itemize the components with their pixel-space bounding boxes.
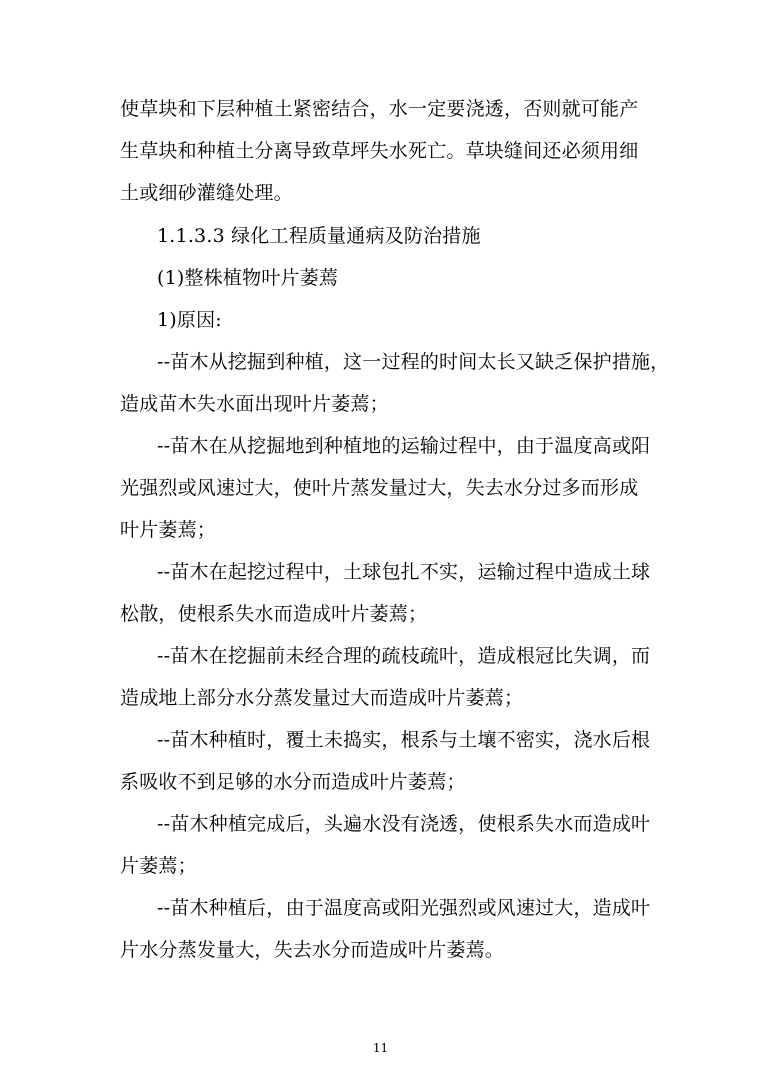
text-line: 造成地上部分水分蒸发量过大而造成叶片萎蔫； <box>120 687 524 709</box>
page-number: 11 <box>372 1041 389 1055</box>
text-line: 片水分蒸发量大，失去水分而造成叶片萎蔫。 <box>120 939 505 961</box>
text-line: 造成苗木失水面出现叶片萎蔫； <box>120 393 389 415</box>
text-line: --苗木在从挖掘地到种植地的运输过程中，由于温度高或阳 <box>157 435 651 457</box>
text-line: 松散，使根系失水而造成叶片萎蔫； <box>120 603 428 625</box>
text-line: --苗木从挖掘到种植，这一过程的时间太长又缺乏保护措施， <box>157 351 670 373</box>
text-line: --苗木在挖掘前未经合理的疏枝疏叶，造成根冠比失调，而 <box>157 645 651 667</box>
text-line: --苗木种植时，覆土未捣实，根系与土壤不密实，浇水后根 <box>157 729 651 751</box>
text-line: 土或细砂灌缝处理。 <box>120 182 293 204</box>
text-line: 使草块和下层种植土紧密结合，水一定要浇透，否则就可能产 <box>120 98 639 120</box>
text-line: --苗木种植后，由于温度高或阳光强烈或风速过大，造成叶 <box>157 897 651 919</box>
section-heading: 1.1.3.3 绿化工程质量通病及防治措施 <box>157 225 481 247</box>
text-line: 生草块和种植土分离导致草坪失水死亡。草块缝间还必须用细 <box>120 140 639 162</box>
text-line: 系吸收不到足够的水分而造成叶片萎蔫； <box>120 771 466 793</box>
list-heading: 1)原因: <box>157 309 222 331</box>
subsection-heading: (1)整株植物叶片萎蔫 <box>157 267 339 289</box>
text-line: --苗木在起挖过程中，土球包扎不实，运输过程中造成土球 <box>157 561 651 583</box>
text-line: 光强烈或风速过大，使叶片蒸发量过大，失去水分过多而形成 <box>120 477 639 499</box>
text-line: 片萎蔫； <box>120 855 197 877</box>
text-line: --苗木种植完成后，头遍水没有浇透，使根系失水而造成叶 <box>157 813 651 835</box>
text-line: 叶片萎蔫； <box>120 519 217 541</box>
